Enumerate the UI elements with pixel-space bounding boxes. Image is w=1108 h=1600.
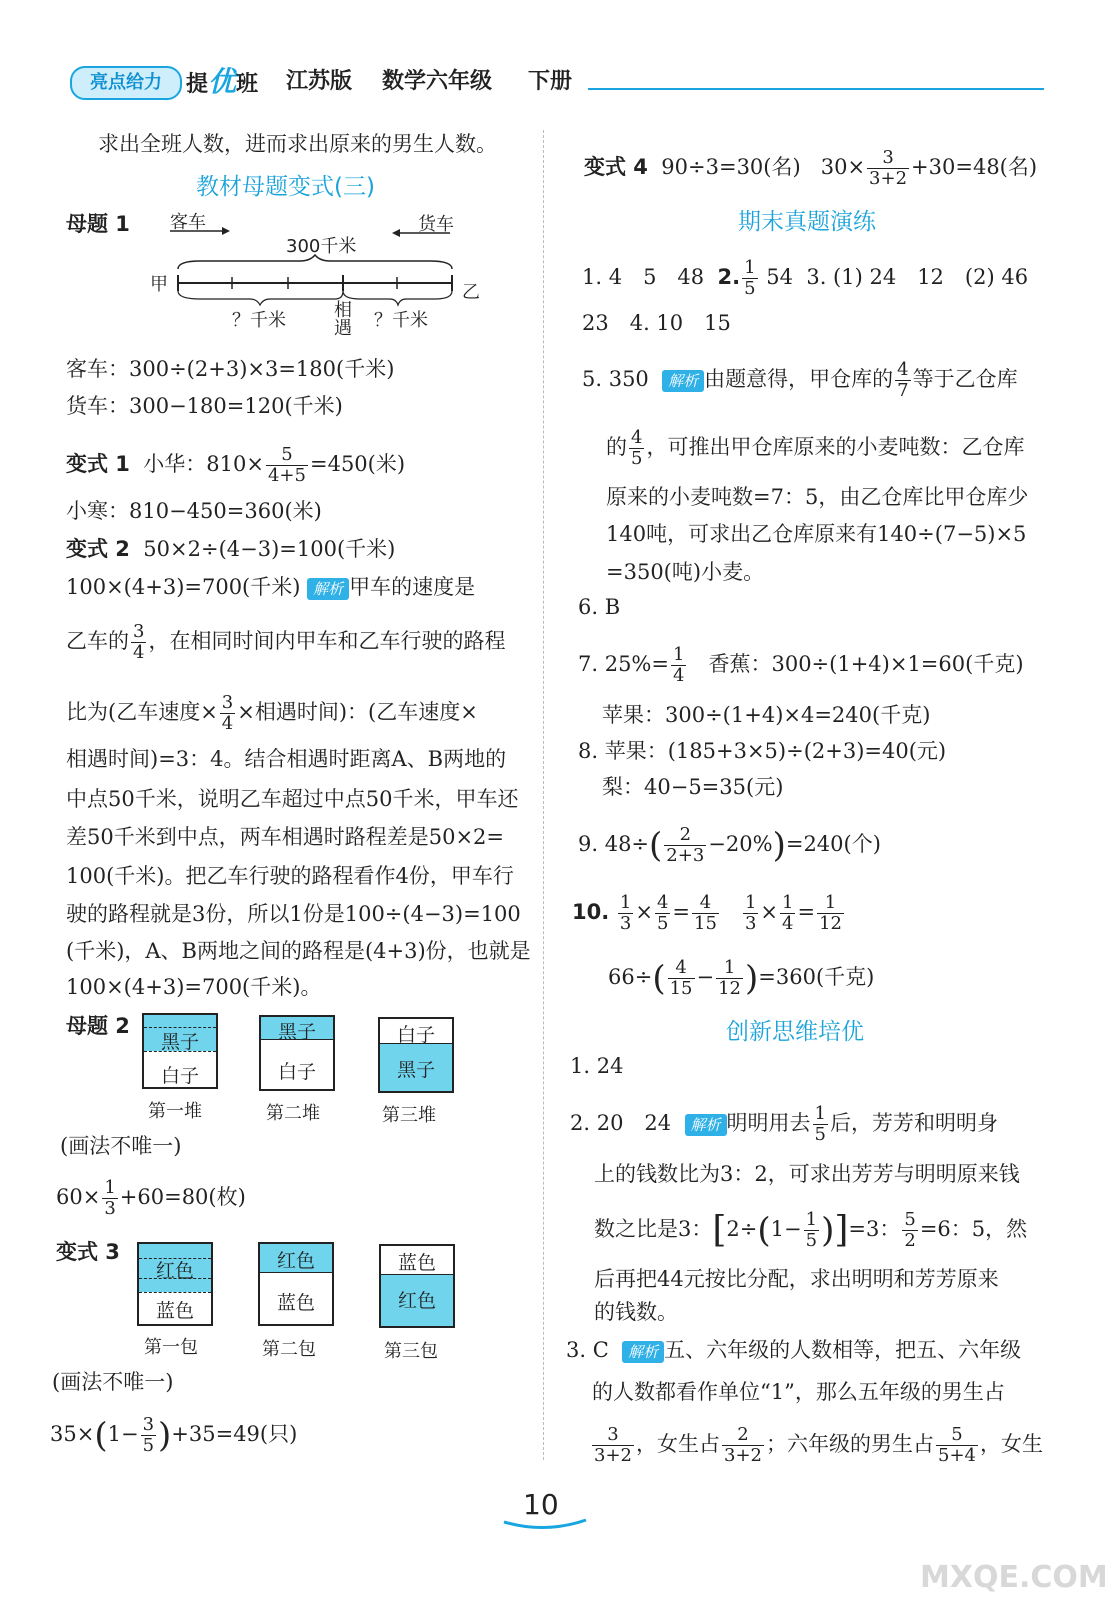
yi-label: 乙 <box>462 282 480 303</box>
header-badge: 亮点给力 <box>70 66 182 100</box>
distance-diagram <box>160 225 460 310</box>
meet-label: 相遇 <box>334 300 352 339</box>
c3-line1: 3. C 解析 五、六年级的人数相等，把五、六年级 <box>566 1338 1022 1362</box>
watermark: MXQE.COM <box>920 1560 1108 1595</box>
q8-line1: 8. 苹果：(185+3×5)÷(2+3)=40(元) <box>578 739 947 763</box>
c3-line3: $\frac{3}{3+2}$ ，女生占 $\frac{2}{3+2}$ ；六年级的男生占 $\frac{5}{5+4}$ ，女生 <box>594 1424 1043 1466</box>
q7-line1: 7. 25%= $\frac{1}{4}$ 香蕉：300÷(1+4)×1=60(千克) <box>578 644 1024 686</box>
top-brace <box>178 255 452 269</box>
bag-2-top-label: 红色 <box>276 1250 315 1272</box>
distance-label: 300千米 <box>286 236 357 257</box>
bs3-calc: 35×(1− $\frac{3}{5}$ )+35=49(只) <box>50 1414 298 1456</box>
bag-2-caption: 第二包 <box>262 1339 316 1360</box>
keche-calc: 客车：300÷(2+3)×3=180(千米) <box>66 357 395 381</box>
pile-1 <box>142 1013 218 1089</box>
c2-line1: 2. 20 24 解析 明明用去 $\frac{1}{5}$ 后，芳芳和明明身 <box>570 1103 998 1145</box>
bag-2 <box>258 1242 334 1326</box>
q8-line2: 梨：40−5=35(元) <box>602 775 784 799</box>
edition: 江苏版 <box>286 69 353 94</box>
bs2-exp5: 中点50千米，说明乙车超过中点50千米，甲车还 <box>66 787 519 811</box>
bag-1-top-label: 红色 <box>155 1260 194 1282</box>
huoche-arrowhead <box>392 229 400 237</box>
q1-label: ？千米 <box>232 310 286 331</box>
mt2-label: 母题 2 <box>66 1014 130 1038</box>
brace-left <box>178 291 343 305</box>
volume: 下册 <box>528 69 573 94</box>
pile-3-top-label: 白子 <box>396 1024 435 1046</box>
c2-line2: 上的钱数比为3：2，可求出芳芳与明明原来钱 <box>594 1162 1020 1186</box>
bs2-exp4: 相遇时间)=3：4。结合相遇时距离A、B两地的 <box>66 747 507 771</box>
pile-2-top-label: 黑子 <box>277 1021 316 1043</box>
bs2-exp6: 差50千米到中点，两车相遇时路程差是50×2= <box>66 825 504 849</box>
section-title-left: 教材母题变式(三) <box>196 174 375 200</box>
bs3-label: 变式 3 <box>56 1240 120 1264</box>
bs2-exp2: 乙车的 $\frac{3}{4}$ ，在相同时间内甲车和乙车行驶的路程 <box>66 621 506 663</box>
q5-line2: 的 $\frac{4}{5}$ ，可推出甲仓库原来的小麦吨数：乙仓库 <box>606 427 1025 469</box>
bag-1-dash <box>139 1292 211 1293</box>
keche-label: 客车 <box>170 212 206 233</box>
keche-arrowhead <box>222 227 230 235</box>
bs1-line: 变式 1 小华：810× $\frac{5}{4+5}$ =450(米) <box>66 444 406 486</box>
bag-1 <box>137 1242 213 1326</box>
q6: 6. B <box>578 595 621 619</box>
q2-label: ？千米 <box>374 310 428 331</box>
q5-line1: 5. 350 解析 由题意得，甲仓库的 $\frac{4}{7}$ 等于乙仓库 <box>582 359 1018 401</box>
bag-1-bottom-label: 蓝色 <box>155 1300 194 1322</box>
bag-2-bottom-label: 蓝色 <box>276 1292 315 1314</box>
column-divider <box>543 130 544 1460</box>
pile-2-bottom-label: 白子 <box>277 1061 316 1083</box>
huoche-calc: 货车：300−180=120(千米) <box>66 394 343 418</box>
bs1-line2: 小寒：810−450=360(米) <box>66 499 322 523</box>
section-title-3: 创新思维培优 <box>726 1019 864 1045</box>
q9: 9. 48÷( $\frac{2}{2+3}$ −20%)=240(个) <box>578 824 881 866</box>
bs2-exp7: 100(千米)。把乙车行驶的路程看作4份，甲车行 <box>66 864 514 888</box>
bs4-line: 变式 4 90÷3=30(名) 30× $\frac{3}{3+2}$ +30=48(名) <box>584 147 1038 189</box>
pile-2-caption: 第二堆 <box>266 1103 320 1124</box>
c3-line2: 的人数都看作单位“1”，那么五年级的男生占 <box>592 1380 1005 1404</box>
pile-3-bottom-label: 黑子 <box>396 1059 435 1081</box>
q10-line1: 10. $\frac{1}{3}$ × $\frac{4}{5}$ = $\frac{4}{15}$ $\frac{1}{3}$ × $\frac{1}{4}$ = $\frac{1}{12}$ <box>572 892 842 934</box>
brand: 提优班 <box>186 65 259 98</box>
bs2-exp10: 100×(4+3)=700(千米)。 <box>66 975 322 999</box>
header-rule <box>588 88 1044 90</box>
subject: 数学六年级 <box>382 69 493 94</box>
c2-line5: 的钱数。 <box>594 1300 678 1324</box>
bag-3-top-label: 蓝色 <box>397 1252 436 1274</box>
brace-right <box>343 291 452 305</box>
swoosh-line <box>504 1520 586 1528</box>
intro-text: 求出全班人数，进而求出原来的男生人数。 <box>98 132 497 156</box>
q5-line4: 140吨，可求出乙仓库原来有140÷(7−5)×5 <box>606 522 1027 546</box>
bag-3 <box>379 1244 455 1328</box>
mt2-calc: 60× $\frac{1}{3}$ +60=80(枚) <box>56 1177 246 1219</box>
pile-2 <box>259 1015 335 1091</box>
bs2-exp8: 驶的路程就是3份，所以1份是100÷(4−3)=100 <box>66 902 521 926</box>
mt1-label: 母题 1 <box>66 212 130 236</box>
q5-line3: 原来的小麦吨数=7：5，由乙仓库比甲仓库少 <box>606 485 1029 509</box>
q7-line2: 苹果：300÷(1+4)×4=240(千克) <box>602 703 931 727</box>
pile-3 <box>378 1017 454 1093</box>
bs2-line2: 100×(4+3)=700(千米) 解析 甲车的速度是 <box>66 575 476 599</box>
bs2-exp3: 比为(乙车速度× $\frac{3}{4}$ ×相遇时间)：(乙车速度× <box>66 692 478 734</box>
pile-1-top-label: 黑子 <box>160 1031 199 1053</box>
q5-line5: =350(吨)小麦。 <box>606 560 765 584</box>
bs2-exp9: (千米)，A、B两地之间的路程是(4+3)份，也就是 <box>66 939 531 963</box>
answers-3b-4: 23 4. 10 15 <box>582 311 731 335</box>
bs2-line1: 变式 2 50×2÷(4−3)=100(千米) <box>66 537 396 561</box>
bag-3-caption: 第三包 <box>384 1341 438 1362</box>
answers-1-3: 1. 4 5 48 2. $\frac{1}{5}$ 54 3. (1) 24 12 (2) 46 <box>582 257 1029 299</box>
page-number: 10 <box>523 1488 559 1521</box>
c2-line4: 后再把44元按比分配，求出明明和芳芳原来 <box>594 1267 999 1291</box>
pile-3-caption: 第三堆 <box>382 1105 436 1126</box>
bag-3-bottom-label: 红色 <box>397 1290 436 1312</box>
huoche-label: 货车 <box>418 214 454 235</box>
bag-1-caption: 第一包 <box>144 1337 198 1358</box>
bs3-note: (画法不唯一) <box>52 1370 174 1394</box>
q10-line2: 66÷( $\frac{4}{15}$ − $\frac{1}{12}$ )=360(千克) <box>608 957 875 999</box>
section-title-2: 期末真题演练 <box>738 209 876 235</box>
jia-label: 甲 <box>150 274 168 295</box>
c1: 1. 24 <box>570 1054 624 1078</box>
pile-1-caption: 第一堆 <box>148 1101 202 1122</box>
c2-line3: 数之比是3：[2÷(1− $\frac{1}{5}$ )]=3： $\frac{5}{2}$ =6：5，然 <box>594 1209 1028 1251</box>
page-swoosh <box>500 1518 590 1534</box>
mt2-note: (画法不唯一) <box>60 1134 182 1158</box>
pile-1-bottom-label: 白子 <box>160 1065 199 1087</box>
